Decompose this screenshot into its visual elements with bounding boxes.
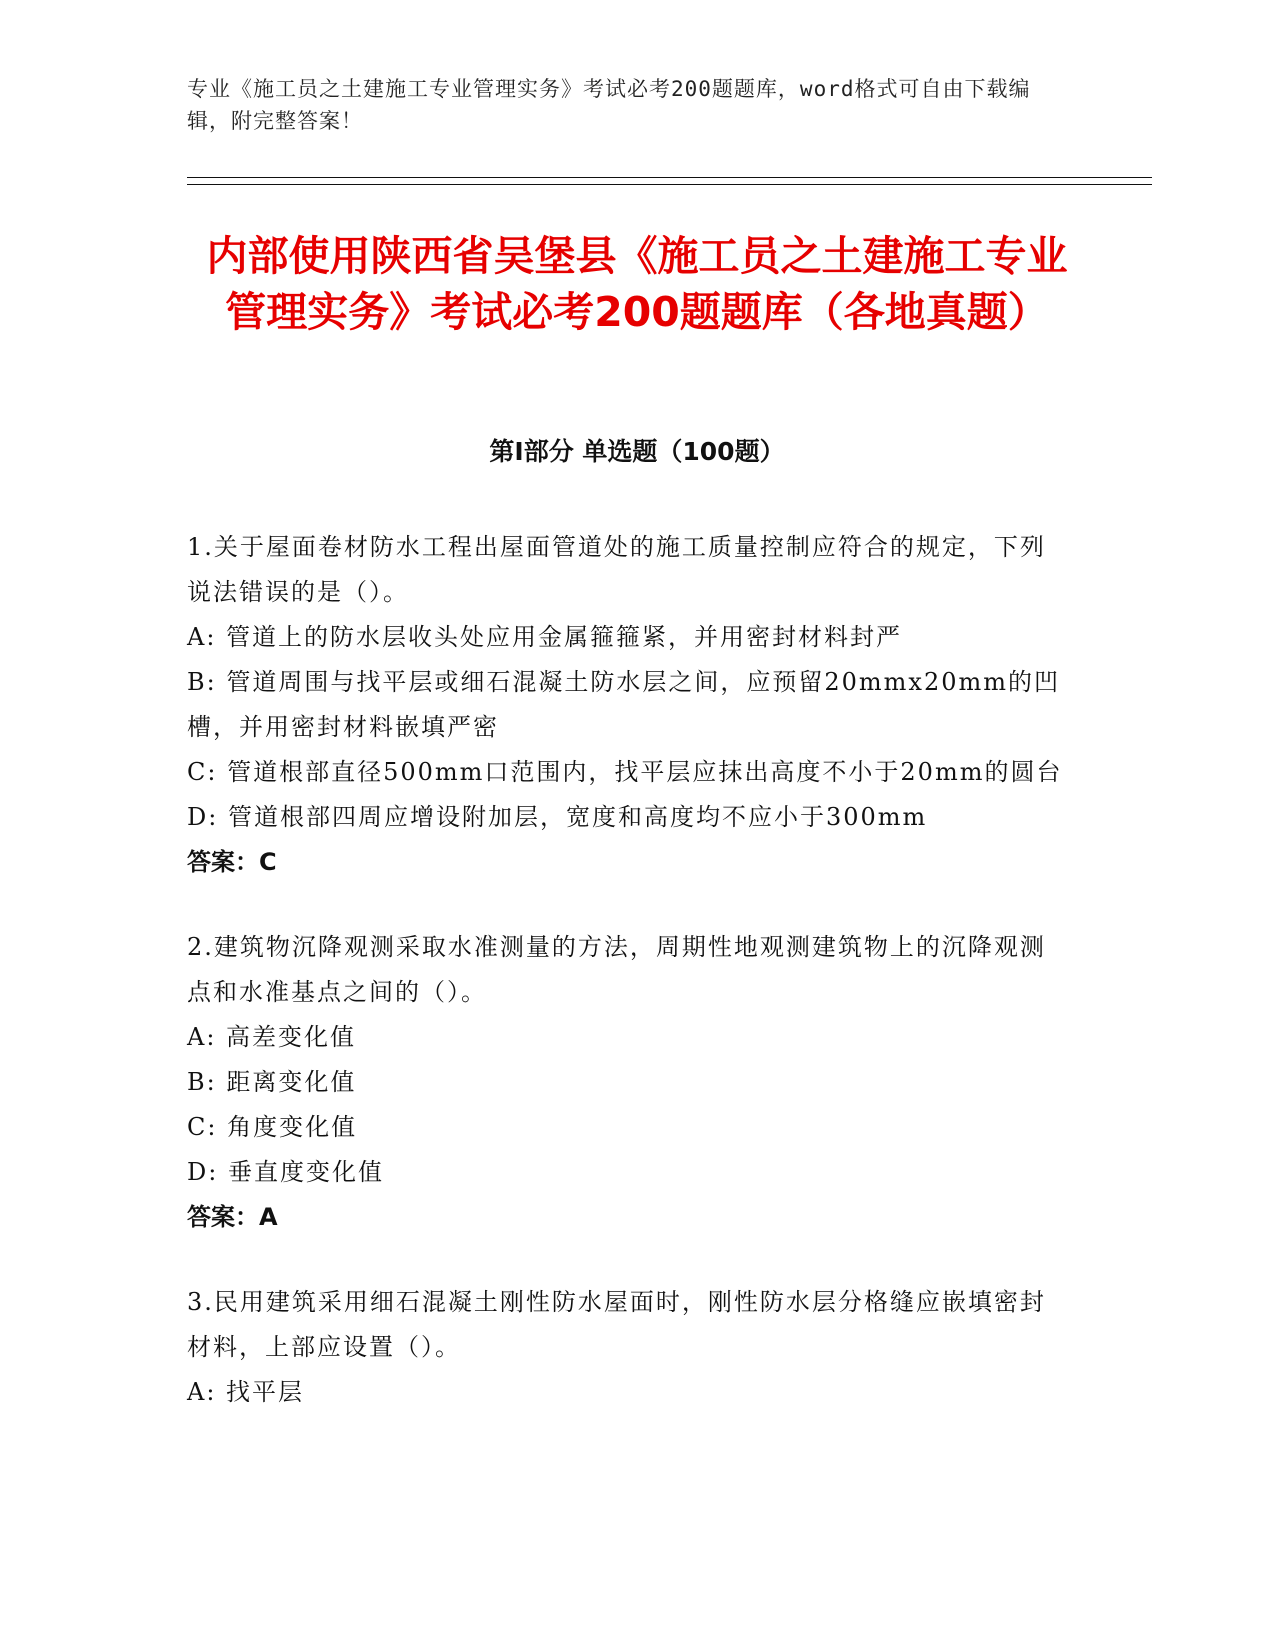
header-divider-top [187, 177, 1152, 178]
option-a: A: 找平层 [187, 1378, 305, 1406]
option-c: C: 角度变化值 [187, 1113, 358, 1141]
document-title: 内部使用陕西省吴堡县《施工员之土建施工专业管理实务》考试必考200题题库（各地真题） [206, 232, 1068, 336]
header-divider-bottom [187, 184, 1152, 185]
header-note: 专业《施工员之土建施工专业管理实务》考试必考200题题库，word格式可自由下载编辑，附完整答案！ [187, 77, 1031, 133]
option-d: D: 垂直度变化值 [187, 1158, 384, 1186]
section-title: 第I部分 单选题（100题） [489, 437, 785, 466]
option-c: C: 管道根部直径500mm口范围内，找平层应抹出高度不小于20mm的圆台 [187, 758, 1063, 786]
option-b: B: 距离变化值 [187, 1068, 357, 1096]
question-stem: 2.建筑物沉降观测采取水准测量的方法，周期性地观测建筑物上的沉降观测点和水准基点之间的（）。 [187, 933, 1046, 1006]
question-1 [187, 525, 1067, 885]
option-d: D: 管道根部四周应增设附加层，宽度和高度均不应小于300mm [187, 803, 928, 831]
answer: 答案：A [187, 1203, 278, 1231]
question-2 [187, 925, 1067, 1240]
option-a: A: 管道上的防水层收头处应用金属箍箍紧，并用密封材料封严 [187, 623, 903, 651]
answer: 答案：C [187, 848, 277, 876]
question-list [187, 525, 1067, 1455]
option-b: B: 管道周围与找平层或细石混凝土防水层之间，应预留20mmx20mm的凹槽，并用密封材料嵌填严密 [187, 668, 1060, 741]
question-stem: 3.民用建筑采用细石混凝土刚性防水屋面时，刚性防水层分格缝应嵌填密封材料，上部应设置（）。 [187, 1288, 1046, 1361]
question-stem: 1.关于屋面卷材防水工程出屋面管道处的施工质量控制应符合的规定，下列说法错误的是（）。 [187, 533, 1046, 606]
question-3 [187, 1280, 1067, 1415]
option-a: A: 高差变化值 [187, 1023, 357, 1051]
